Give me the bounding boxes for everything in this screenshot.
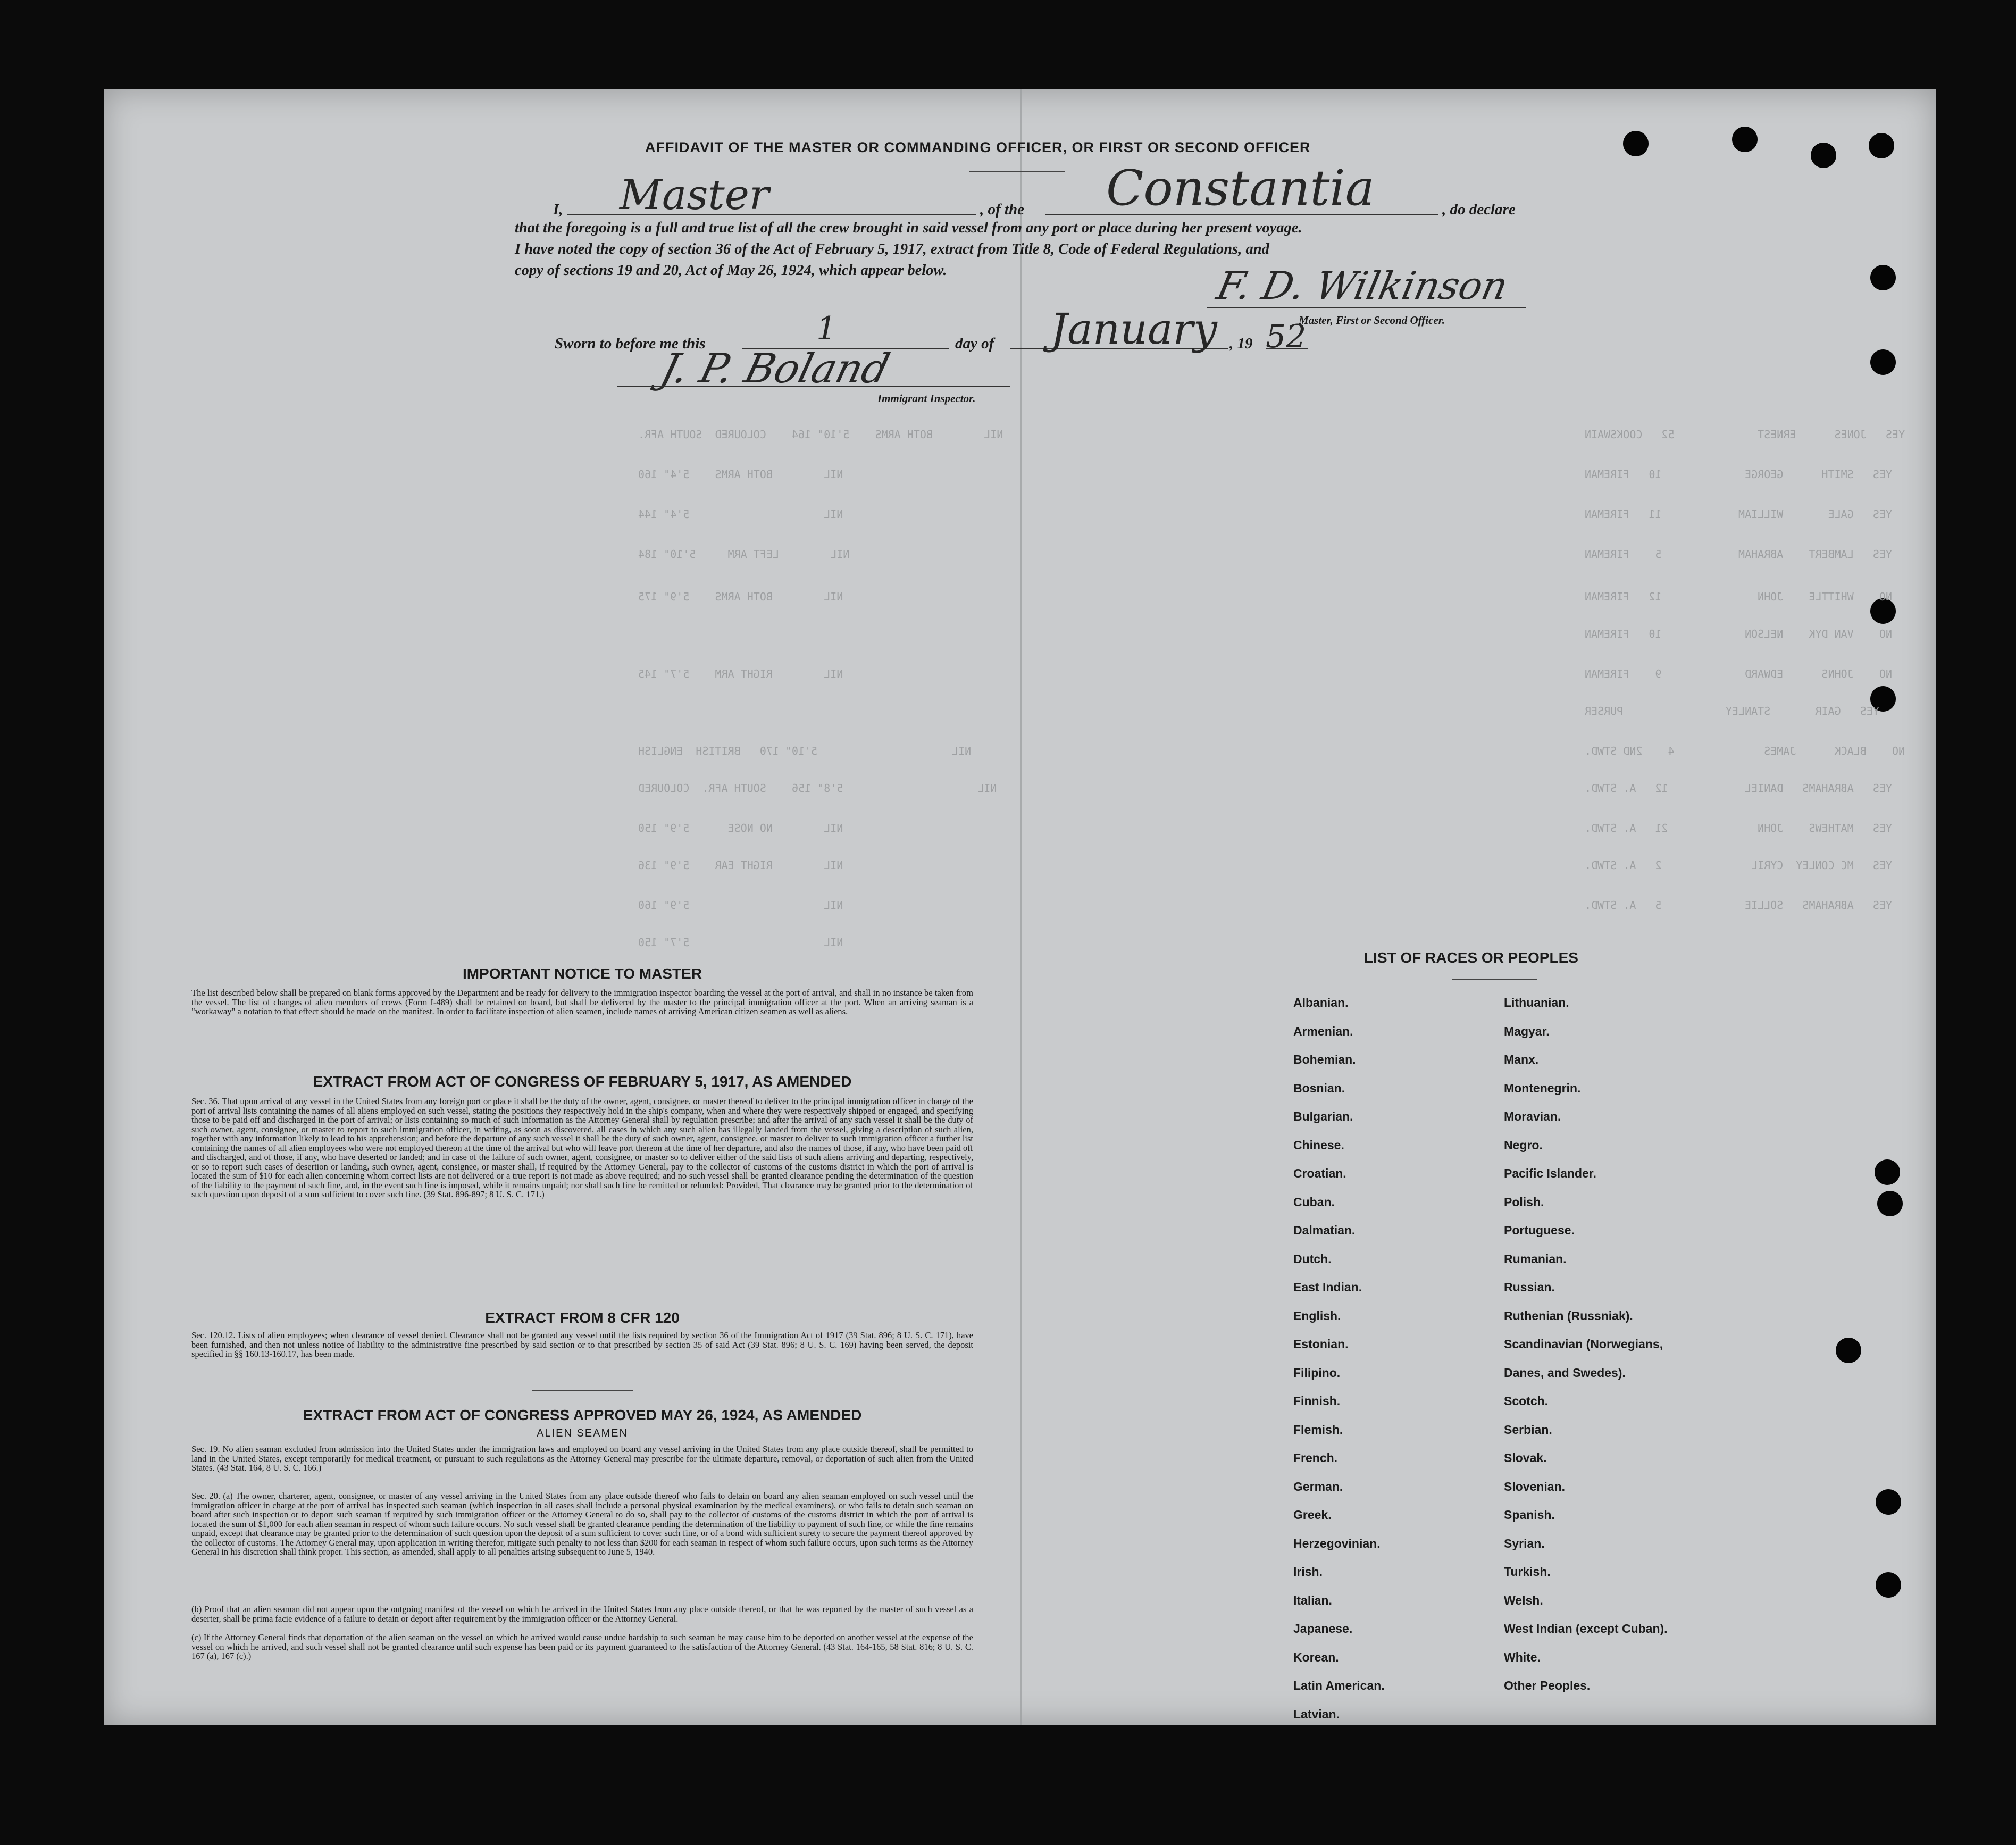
extract-1924-sec20c: (c) If the Attorney General finds that deportation of the alien seaman on the vessel on which he arrived would cause undue hardship to such seaman he may cause him to be deported on another vessel at the expense of the vessel on which he arrived, and such vessel shall not be granted clearance until such expense has been paid or its payment guaranteed to the satisfaction of the Attorney General. (43 Stat. 164-165, 58 Stat. 816; 8 U. S. C. 167 (a), 167 (c).) xyxy=(191,1632,973,1661)
race-item: Danes, and Swedes). xyxy=(1504,1365,1626,1380)
punch-hole xyxy=(1870,265,1896,290)
punch-hole xyxy=(1869,133,1894,158)
punch-hole xyxy=(1877,1191,1903,1216)
race-item: Slovak. xyxy=(1504,1451,1547,1465)
extract-1924-subtitle: ALIEN SEAMEN xyxy=(537,1427,628,1439)
race-item: Latvian. xyxy=(1293,1707,1340,1721)
races-title-underline xyxy=(1452,979,1537,980)
punch-hole xyxy=(1811,143,1836,168)
punch-hole xyxy=(1870,349,1896,375)
sworn-year-handwritten: 52 xyxy=(1266,318,1307,355)
race-item: Serbian. xyxy=(1504,1422,1552,1437)
race-item: Moravian. xyxy=(1504,1109,1561,1123)
affidavit-statement-line3: I have noted the copy of section 36 of the Act of February 5, 1917, extract from Title 8, Code of Federal Regulations, and xyxy=(515,241,1269,257)
title-underline xyxy=(969,171,1065,172)
races-title: LIST OF RACES OR PEOPLES xyxy=(1364,949,1578,966)
race-item: Estonian. xyxy=(1293,1337,1349,1351)
extract-1924-sec19: Sec. 19. No alien seaman excluded from admission into the United States under the immigration laws and employed on board any vessel arriving in the United States from any place outside thereof, shall be permitted to land in the United States, except temporarily for medical treatment, or pursuant to such regulations as the Attorney General may prescribe for the ultimate departure, removal, or deportation of such alien from the United States. (43 Stat. 164, 8 U. S. C. 166.) xyxy=(191,1444,973,1473)
race-item: Albanian. xyxy=(1293,996,1349,1009)
race-item: Scandinavian (Norwegians, xyxy=(1504,1337,1663,1351)
punch-hole xyxy=(1836,1338,1861,1363)
i-label: I, xyxy=(553,201,563,218)
race-item: Dalmatian. xyxy=(1293,1223,1356,1237)
race-item: Montenegrin. xyxy=(1504,1081,1581,1095)
extract-1917-title: EXTRACT FROM ACT OF CONGRESS OF FEBRUARY 5, 1917, AS AMENDED xyxy=(313,1073,852,1090)
race-item: Negro. xyxy=(1504,1138,1543,1152)
year-prefix-label: , 19 xyxy=(1229,335,1253,352)
race-item: White. xyxy=(1504,1650,1541,1664)
master-signature: F. D. Wilkinson xyxy=(1213,263,1512,308)
race-item: French. xyxy=(1293,1451,1338,1465)
officer-name-handwritten: Master xyxy=(620,171,769,219)
race-item: Russian. xyxy=(1504,1280,1555,1294)
extract-1917-text: Sec. 36. That upon arrival of any vessel in the United States from any foreign port or place it shall be the duty of the owner, agent, consignee, or master thereof to deliver to the principal immigration officer in charge of the port of arrival lists containing the names of all aliens employed on such vessel, stating the positions they respectively hold in the ship's company, when and where they were respectively shipped or engaged, and specifying those to be paid off and discharged in the port of arrival; or lists containing so much of such information as the Attorney General shall by regulation prescribe; and after the arrival of any such vessel it shall be the duty of such owner, agent, consignee, or master to report to such immigration officer, in writing, as soon as discovered, all cases in which any such alien has illegally landed from the vessel, giving a description of such alien, together with any information likely to lead to his apprehension; and before the departure of any such vessel it shall be the duty of such owner, agent, consignee, or master to deliver to such immigration officer a further list containing the names of all alien employees who were not employed thereon at the time of the arrival but who will leave port thereon at the time of her departure, and also the names of those, if any, who have been paid off and discharged, and of those, if any, who have deserted or landed; and in case of the failure of such owner, agent, consignee, or master so to deliver either of the said lists of such aliens arriving and departing, respectively, or so to report such cases of desertion or landing, such owner, agent, consignee, or master shall, if required by the Attorney General, pay to the collector of customs of the customs district in which the port of arrival is located the sum of $10 for each alien concerning whom correct lists are not delivered or a true report is not made as above required; and no such vessel shall be granted clearance pending the determination of the question of the liability to the payment of such fine, and, in the event such fine is imposed, while it remains unpaid; nor shall such fine be remitted or refunded: Provided, That clearance may be granted prior to the determination of such question upon deposit of a sum sufficient to cover such fine. (39 Stat. 896-897; 8 U. S. C. 171.) xyxy=(191,1096,973,1199)
race-item: Magyar. xyxy=(1504,1024,1550,1038)
race-item: Slovenian. xyxy=(1504,1479,1566,1493)
race-item: Ruthenian (Russniak). xyxy=(1504,1308,1633,1323)
punch-hole xyxy=(1876,1572,1901,1598)
race-item: Filipino. xyxy=(1293,1365,1341,1380)
sworn-month-handwritten: January xyxy=(1050,304,1217,354)
section-divider xyxy=(532,1390,633,1391)
affidavit-title: AFFIDAVIT OF THE MASTER OR COMMANDING OFFICER, OR FIRST OR SECOND OFFICER xyxy=(645,139,1311,155)
vessel-name-handwritten: Constantia xyxy=(1106,160,1375,216)
extract-1924-title: EXTRACT FROM ACT OF CONGRESS APPROVED MAY 26, 1924, AS AMENDED xyxy=(303,1407,862,1423)
race-item: Flemish. xyxy=(1293,1422,1343,1437)
race-item: Korean. xyxy=(1293,1650,1339,1664)
day-of-label: day of xyxy=(955,335,994,352)
punch-hole xyxy=(1732,127,1758,152)
race-item: German. xyxy=(1293,1479,1343,1493)
of-the-label: , of the xyxy=(980,201,1024,218)
punch-hole xyxy=(1875,1159,1900,1185)
race-item: Syrian. xyxy=(1504,1536,1545,1550)
race-item: Croatian. xyxy=(1293,1166,1346,1180)
race-item: Polish. xyxy=(1504,1195,1544,1209)
race-item: West Indian (except Cuban). xyxy=(1504,1622,1668,1635)
races-column-2 xyxy=(1504,996,1668,1707)
extract-1924-sec20b: (b) Proof that an alien seaman did not appear upon the outgoing manifest of the vessel on which he arrived in the United States from any place outside thereof, or that he was reported by the master of such vessel as a deserter, shall be prima facie evidence of a failure to detain or deport after requirement by the immigration officer or the Attorney General. xyxy=(191,1604,973,1624)
master-signature-caption: Master, First or Second Officer. xyxy=(1299,314,1445,327)
race-item: Greek. xyxy=(1293,1508,1332,1522)
race-item: Pacific Islander. xyxy=(1504,1166,1596,1180)
affidavit-statement-line2: that the foregoing is a full and true list of all the crew brought in said vessel from any port or place during her present voyage. xyxy=(515,220,1302,236)
race-item: Irish. xyxy=(1293,1565,1323,1579)
punch-hole xyxy=(1623,131,1649,156)
master-signature-line xyxy=(1207,307,1526,308)
page-fold xyxy=(1020,89,1022,1725)
punch-hole xyxy=(1876,1489,1901,1515)
race-item: Portuguese. xyxy=(1504,1223,1575,1237)
race-item: Bulgarian. xyxy=(1293,1109,1353,1123)
race-item: Turkish. xyxy=(1504,1565,1551,1579)
sworn-label: Sworn to before me this xyxy=(555,335,706,352)
race-item: Lithuanian. xyxy=(1504,996,1569,1009)
sworn-day-handwritten: 1 xyxy=(816,310,837,347)
race-item: Finnish. xyxy=(1293,1394,1341,1408)
race-item: English. xyxy=(1293,1308,1341,1323)
extract-cfr-title: EXTRACT FROM 8 CFR 120 xyxy=(485,1309,680,1326)
inspector-signature-line xyxy=(617,386,1010,387)
race-item: Japanese. xyxy=(1293,1622,1353,1635)
inspector-signature: J. P. Boland xyxy=(656,345,894,392)
race-item: Bohemian. xyxy=(1293,1053,1356,1066)
race-item: Spanish. xyxy=(1504,1508,1555,1522)
do-declare-label: , do declare xyxy=(1442,201,1516,218)
race-item: Other Peoples. xyxy=(1504,1679,1591,1692)
race-item: East Indian. xyxy=(1293,1280,1362,1294)
notice-text: The list described below shall be prepared on blank forms approved by the Department and be ready for delivery to the immigration inspector boarding the vessel at the port of arrival, and shall in no instance be taken from the vessel. The list of changes of alien members of crews (Form I-489) shall be retained on board, but shall be delivered by the master to the principal immigration officer at the port. When an arriving seaman is a "workaway" a notation to that effect should be made on the manifest. In order to facilitate inspection of alien seamen, include names of arriving American citizen seamen as well as aliens. xyxy=(191,988,973,1016)
race-item: Cuban. xyxy=(1293,1195,1335,1209)
inspector-caption: Immigrant Inspector. xyxy=(877,392,976,405)
race-item: Rumanian. xyxy=(1504,1251,1567,1266)
races-column-1 xyxy=(1293,996,1385,1735)
race-item: Herzegovinian. xyxy=(1293,1536,1381,1550)
extract-cfr-text: Sec. 120.12. Lists of alien employees; when clearance of vessel denied. Clearance shall not be granted any vessel until the lists required by section 36 of the Immigration Act of 1917 (39 Stat. 896; 8 U. S. C. 171), have been furnished, and then not unless notice of liability to the administrative fine prescribed by said section or to that prescribed by section 35 of said Act (39 Stat. 896; 8 U. S. C. 169) having been served, the deposit specified in §§ 160.13-160.17, has been made. xyxy=(191,1330,973,1359)
extract-1924-sec20a: Sec. 20. (a) The owner, charterer, agent, consignee, or master of any vessel arriving in the United States from any place outside thereof who fails to detain on board any alien seaman employed on such vessel until the immigration officer in charge at the port of arrival has inspected such seaman (which inspection in all cases shall include a personal physical examination by the medical examiners), or who fails to detain such seaman on board after such inspection or to deport such seaman if required by such immigration officer or the Attorney General to do so, shall pay to the collector of customs of the customs district in which the port of arrival is located the sum of $1,000 for each alien seaman in respect of whom such failure occurs. No such vessel shall be granted clearance pending the determination of the liability to payment of such fine, or while the fine remains unpaid, except that clearance may be granted prior to the determination of such question upon the deposit of a sum sufficient to cover such fine, or of a bond with sufficient surety to secure the payment thereof approved by the collector of customs. The Attorney General may, upon application in writing therefor, mitigate such penalty to not less than $200 for each seaman in respect of whom such failure occurs, upon such terms as the Attorney General in his discretion shall think proper. This section, as amended, shall apply to all penalties arising subsequent to June 5, 1940. xyxy=(191,1491,973,1557)
race-item: Chinese. xyxy=(1293,1138,1344,1152)
race-item: Italian. xyxy=(1293,1593,1332,1607)
race-item: Armenian. xyxy=(1293,1024,1353,1038)
race-item: Welsh. xyxy=(1504,1593,1543,1607)
race-item: Dutch. xyxy=(1293,1251,1332,1266)
race-item: Bosnian. xyxy=(1293,1081,1345,1095)
race-item: Latin American. xyxy=(1293,1679,1385,1692)
race-item: Scotch. xyxy=(1504,1394,1549,1408)
affidavit-statement-line4: copy of sections 19 and 20, Act of May 26, 1924, which appear below. xyxy=(515,262,947,279)
race-item: Manx. xyxy=(1504,1053,1539,1066)
notice-title: IMPORTANT NOTICE TO MASTER xyxy=(462,965,702,982)
